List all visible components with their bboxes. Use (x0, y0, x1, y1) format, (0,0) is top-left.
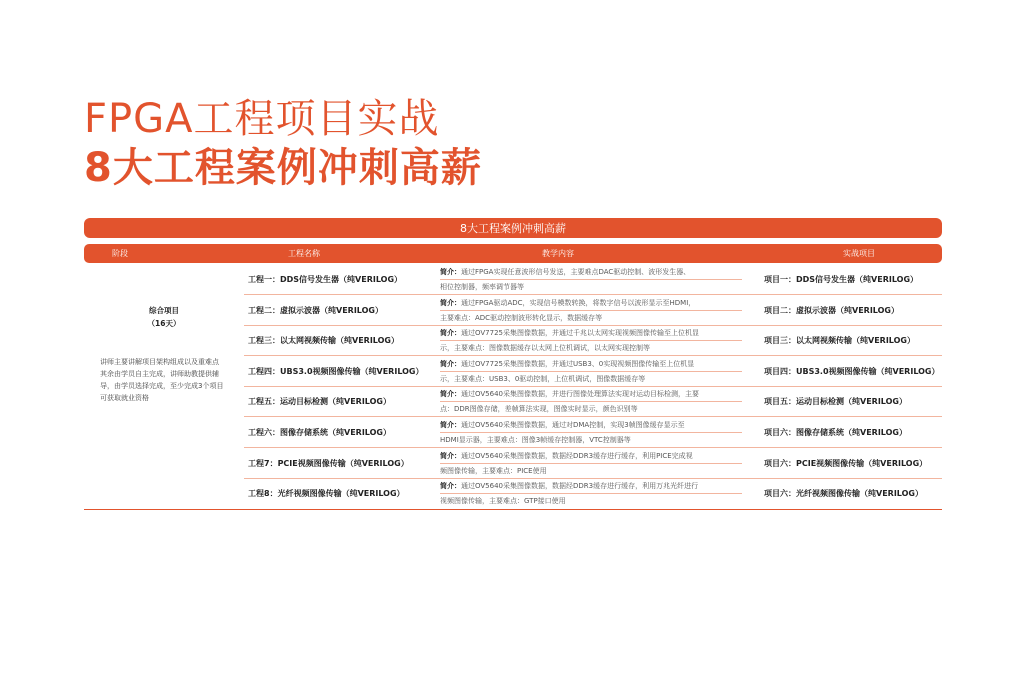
content-text-1: 通过FPGA实现任意波形信号发送，主要难点DAC驱动控制、波形发生器、 (461, 268, 691, 276)
content-line-1 (440, 357, 742, 372)
content-text-1: 通过OV5640采集图像数据，数据经DDR3缓存进行缓存，利用万兆光纤进行 (461, 482, 699, 491)
content-text-1: 通过OV7725采集图像数据，并通过USB3、0实现视频图像传输至上位机显 (461, 359, 695, 368)
content-text-1: 通过OV7725采集图像数据，并通过千兆以太网实现视频图像传输至上位机显 (461, 329, 699, 338)
content-line-1 (440, 387, 742, 402)
project-name: 工程一：DDS信号发生器（纯VERILOG） (248, 275, 403, 284)
content-cell (440, 387, 742, 416)
project-name: 工程7：PCIE视频图像传输（纯VERILOG） (248, 458, 409, 468)
practice-project: 项目六：图像存储系统（纯VERILOG） (764, 428, 907, 437)
section-banner: 8大工程案例冲刺高薪 (84, 218, 942, 238)
content-line-2: 相位控制器，频率调节器等 (440, 283, 524, 291)
content-text-1: 通过OV5640采集图像数据，并进行图像处理算法实现对运动目标检测，主要 (461, 390, 699, 399)
content-cell (440, 265, 742, 294)
content-prefix: 简介： (440, 482, 461, 491)
content-prefix: 简介： (440, 268, 461, 276)
content-cell (440, 449, 742, 478)
content-prefix: 简介： (440, 359, 461, 368)
table-row (244, 448, 942, 479)
table-bottom-border (84, 509, 942, 510)
project-name: 工程8：光纤视频图像传输（纯VERILOG） (248, 489, 405, 499)
header-content: 教学内容 (542, 249, 574, 258)
content-line-1 (440, 479, 742, 494)
course-table (84, 264, 942, 510)
practice-project: 项目五：运动目标检测（纯VERILOG） (764, 397, 907, 407)
header-practice: 实战项目 (843, 249, 875, 258)
stage-title (84, 304, 244, 330)
content-cell (440, 479, 742, 508)
content-line-2: 示，主要难点：图像数据缓存以太网上位机调试，以太网实现控制等 (440, 344, 650, 353)
content-text-1: 通过OV5640采集图像数据，数据经DDR3缓存进行缓存，利用PICE完成视 (461, 451, 693, 460)
page-title: FPGA工程项目实战 (84, 96, 440, 142)
content-line-2: 示，主要难点：USB3、0驱动控制，上位机调试，图像数据缓存等 (440, 374, 646, 383)
header-stage: 阶段 (112, 249, 128, 258)
table-row (244, 295, 942, 326)
stage-name: 综合项目 (149, 306, 179, 315)
practice-project: 项目四：UBS3.0视频图像传输（纯VERILOG） (764, 366, 940, 376)
content-line-1 (440, 296, 742, 311)
project-name: 工程五：运动目标检测（纯VERILOG） (248, 397, 391, 407)
table-row (244, 478, 942, 509)
header-project: 工程名称 (288, 249, 320, 258)
content-line-2: 主要难点：ADC驱动控制波形转化显示，数据缓存等 (440, 313, 603, 322)
practice-project: 项目六：PCIE视频图像传输（纯VERILOG） (764, 458, 928, 468)
content-prefix: 简介： (440, 421, 461, 429)
project-name: 工程三：以太网视频传输（纯VERILOG） (248, 336, 399, 346)
table-row (244, 356, 942, 387)
content-prefix: 简介： (440, 329, 461, 338)
practice-project: 项目二：虚拟示波器（纯VERILOG） (764, 305, 899, 315)
stage-cell (84, 264, 244, 509)
content-cell (440, 296, 742, 325)
content-line-2: HDMI显示器，主要难点：图像3帧缓存控制器，VTC控制器等 (440, 436, 631, 444)
practice-project: 项目一：DDS信号发生器（纯VERILOG） (764, 275, 919, 284)
content-line-1 (440, 449, 742, 464)
content-line-1 (440, 326, 742, 341)
content-line-2: 视频图像传输，主要难点：GTP接口使用 (440, 497, 566, 506)
practice-project: 项目六：光纤视频图像传输（纯VERILOG） (764, 489, 923, 499)
content-prefix: 简介： (440, 451, 461, 460)
page-subtitle: 8大工程案例冲刺高薪 (84, 145, 482, 191)
content-text-1: 通过OV5640采集图像数据，通过对DMA控制，实现3帧图像缓存显示至 (461, 421, 685, 429)
content-cell (440, 357, 742, 386)
content-cell (440, 418, 742, 447)
project-name: 工程六：图像存储系统（纯VERILOG） (248, 428, 391, 437)
content-prefix: 简介： (440, 298, 461, 307)
stage-description: 讲师主要讲解项目架构组成以及重难点其余由学员自主完成，讲师助教提供辅导，由学员选择完成，至少完成3个项目可获取就业资格 (100, 358, 224, 402)
content-line-2: 频图像传输，主要难点：PICE使用 (440, 466, 547, 475)
table-header (84, 244, 942, 263)
content-prefix: 简介： (440, 390, 461, 399)
content-line-1 (440, 418, 742, 433)
table-row (244, 264, 942, 295)
content-line-2: 点：DDR图像存储，差帧算法实现，图像实时显示，颜色识别等 (440, 405, 638, 414)
content-text-1: 通过FPGA驱动ADC，实现信号模数转换，将数字信号以波形显示至HDMI， (461, 298, 696, 307)
project-name: 工程四：UBS3.0视频图像传输（纯VERILOG） (248, 366, 424, 376)
table-row (244, 325, 942, 356)
table-row (244, 386, 942, 417)
stage-duration: （16天） (147, 319, 181, 328)
practice-project: 项目三：以太网视频传输（纯VERILOG） (764, 336, 915, 346)
content-line-1 (440, 265, 742, 280)
project-name: 工程二：虚拟示波器（纯VERILOG） (248, 305, 383, 315)
table-row (244, 417, 942, 448)
content-cell (440, 326, 742, 355)
